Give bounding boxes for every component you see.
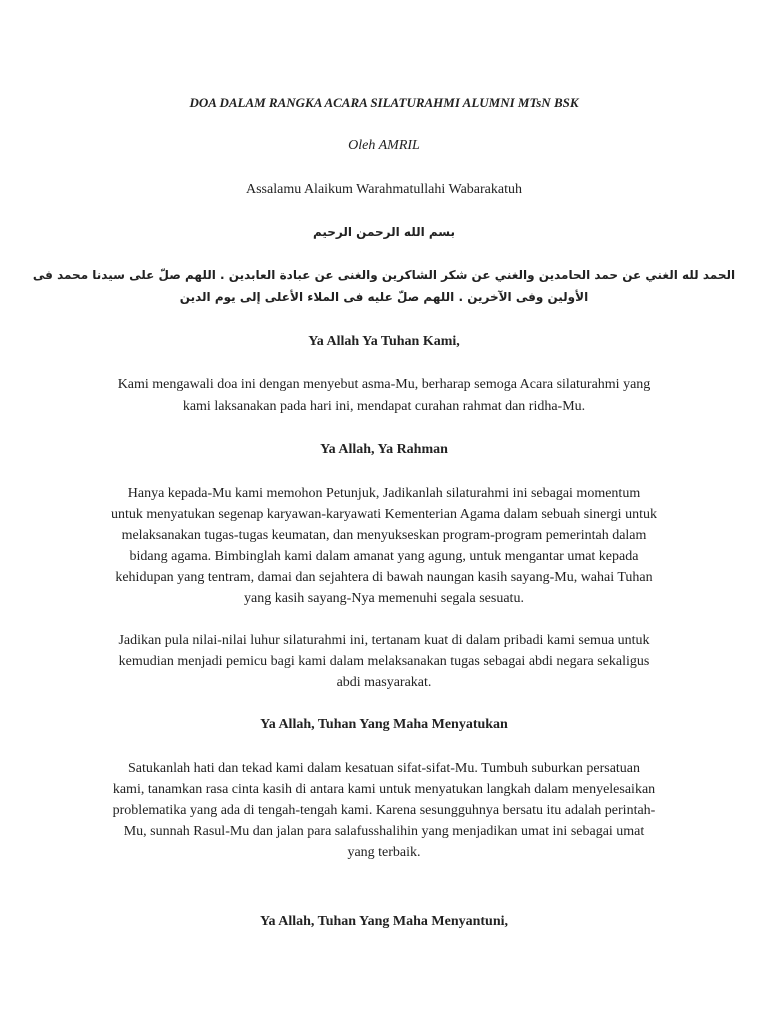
paragraph-line: bidang agama. Bimbinglah kami dalam amanat yang agung, untuk mengantar umat kepada xyxy=(129,549,639,564)
paragraph-line: Hanya kepada-Mu kami memohon Petunjuk, Jadikanlah silaturahmi ini sebagai momentum xyxy=(127,486,641,501)
paragraph-line: kami, tanamkan rasa cinta kasih di antara kami untuk menyatukan langkah dalam menyelesaikan xyxy=(112,782,656,797)
paragraph-line: problematika yang ada di tengah-tengah kami. Karena sesungguhnya bersatu itu adalah perintah- xyxy=(112,803,656,818)
paragraph-line: Mu, sunnah Rasul-Mu dan jalan para salafusshalihin yang menjadikan umat ini sebagai umat xyxy=(123,824,645,839)
arabic-paragraph-line: الحمد لله الغني عن حمد الحامدين والغني عن شكر الشاكرين والغنى عن عبادة العابدين . اللهم صلّ على سيدنا محمد فى xyxy=(32,268,736,282)
greeting-line: Assalamu Alaikum Warahmatullahi Wabarakatuh xyxy=(246,182,522,197)
section-heading: Ya Allah, Ya Rahman xyxy=(320,442,448,457)
paragraph-line: Satukanlah hati dan tekad kami dalam kesatuan sifat-sifat-Mu. Tumbuh suburkan persatuan xyxy=(127,761,641,776)
basmalah-line: بسم الله الرحمن الرحيم xyxy=(312,225,456,239)
paragraph-line: yang terbaik. xyxy=(347,845,421,860)
paragraph-line: untuk menyatukan segenap karyawan-karyawati Kementerian Agama dalam sebuah sinergi untuk xyxy=(111,507,657,522)
paragraph-line: melaksanakan tugas-tugas keumatan, dan menyukseskan program-program pemerintah dalam xyxy=(121,528,647,543)
paragraph-line: abdi masyarakat. xyxy=(336,675,432,690)
author-line: Oleh AMRIL xyxy=(348,138,420,153)
paragraph-line: kami laksanakan pada hari ini, mendapat curahan rahmat dan ridha-Mu. xyxy=(182,399,586,414)
paragraph-line: yang kasih sayang-Nya memenuhi segala sesuatu. xyxy=(244,591,524,606)
section-heading: Ya Allah, Tuhan Yang Maha Menyatukan xyxy=(260,717,508,732)
paragraph-line: kehidupan yang tentram, damai dan sejahtera di bawah naungan kasih sayang-Mu, wahai Tuhan xyxy=(115,570,653,585)
paragraph-line: Kami mengawali doa ini dengan menyebut asma-Mu, berharap semoga Acara silaturahmi yang xyxy=(117,377,651,392)
paragraph-line: kemudian menjadi pemicu bagi kami dalam melaksanakan tugas sebagai abdi negara sekaligus xyxy=(118,654,650,669)
arabic-paragraph-line: الأولين وفى الآخرين . اللهم صلّ عليه فى الملاء الأعلى إلى يوم الدين xyxy=(179,290,589,304)
paragraph-line: Jadikan pula nilai-nilai luhur silaturahmi ini, tertanam kuat di dalam pribadi kami semua untuk xyxy=(118,633,650,648)
section-heading: Ya Allah, Tuhan Yang Maha Menyantuni, xyxy=(259,914,509,929)
section-heading: Ya Allah Ya Tuhan Kami, xyxy=(308,334,460,349)
document-title: DOA DALAM RANGKA ACARA SILATURAHMI ALUMNI MTsN BSK xyxy=(189,95,579,110)
